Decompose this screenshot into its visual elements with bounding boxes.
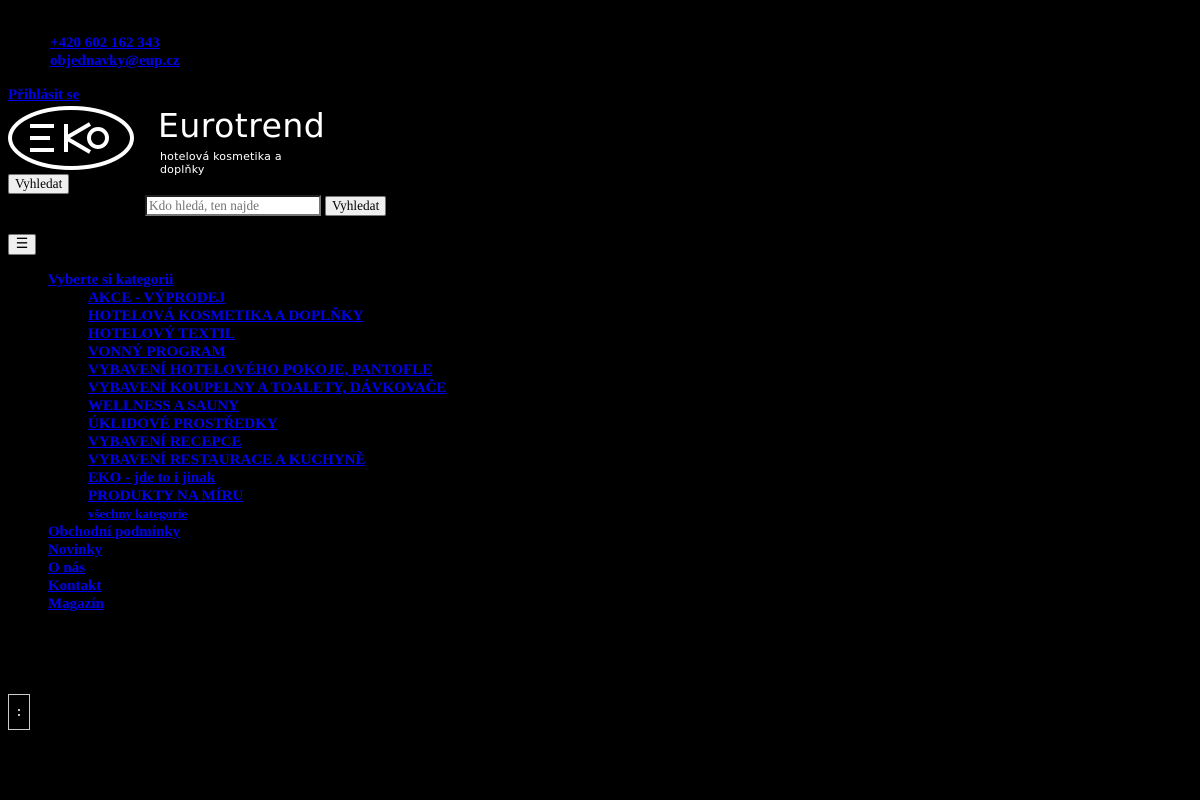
hamburger-icon[interactable]: ☰: [8, 234, 36, 255]
nav-item-categories[interactable]: Vyberte si kategorii: [48, 272, 174, 288]
category-item[interactable]: HOTELOVÝ TEXTIL: [88, 326, 235, 342]
site-logo[interactable]: [8, 106, 326, 176]
main-navigation: [48, 271, 648, 613]
phone-link[interactable]: +420 602 162 343: [50, 35, 160, 51]
category-item[interactable]: ÚKLIDOVÉ PROSTŘEDKY: [88, 416, 278, 432]
corner-widget[interactable]: [8, 694, 30, 730]
search-form: [145, 195, 386, 216]
nav-item-contact[interactable]: Kontakt: [48, 578, 102, 594]
nav-item-about[interactable]: O nás: [48, 560, 86, 576]
dot-icon: [18, 714, 20, 716]
all-categories-link[interactable]: všechny kategorie: [88, 506, 188, 521]
category-item[interactable]: WELLNESS A SAUNY: [88, 398, 239, 414]
search-toggle-button[interactable]: Vyhledat: [8, 174, 69, 194]
category-item[interactable]: VONNÝ PROGRAM: [88, 344, 226, 360]
nav-item-magazine[interactable]: Magazín: [48, 596, 104, 612]
nav-item-terms[interactable]: Obchodní podmínky: [48, 524, 181, 540]
category-item[interactable]: PRODUKTY NA MÍRU: [88, 488, 244, 504]
logo-tagline: hotelová kosmetika a doplňky: [160, 150, 282, 176]
category-item[interactable]: HOTELOVÁ KOSMETIKA A DOPLŇKY: [88, 308, 364, 324]
search-input[interactable]: [145, 195, 321, 216]
category-item[interactable]: EKO - jde to i jinak: [88, 470, 216, 486]
category-item[interactable]: VYBAVENÍ RESTAURACE A KUCHYNĚ: [88, 452, 366, 468]
category-item[interactable]: VYBAVENÍ HOTELOVÉHO POKOJE, PANTOFLE: [88, 362, 433, 378]
email-link[interactable]: objednavky@eup.cz: [50, 53, 180, 69]
login-link[interactable]: Přihlásit se: [8, 87, 80, 103]
eurotrend-logo-icon: [8, 106, 134, 170]
category-item[interactable]: VYBAVENÍ RECEPCE: [88, 434, 242, 450]
search-submit-button[interactable]: Vyhledat: [325, 196, 386, 216]
category-item[interactable]: VYBAVENÍ KOUPELNY A TOALETY, DÁVKOVAČE: [88, 380, 447, 396]
logo-wordmark: Eurotrend: [158, 106, 326, 145]
nav-item-news[interactable]: Novinky: [48, 542, 103, 558]
category-item[interactable]: AKCE - VÝPRODEJ: [88, 290, 226, 306]
contact-block: [50, 34, 179, 70]
dot-icon: [18, 709, 20, 711]
category-list: [48, 289, 648, 523]
